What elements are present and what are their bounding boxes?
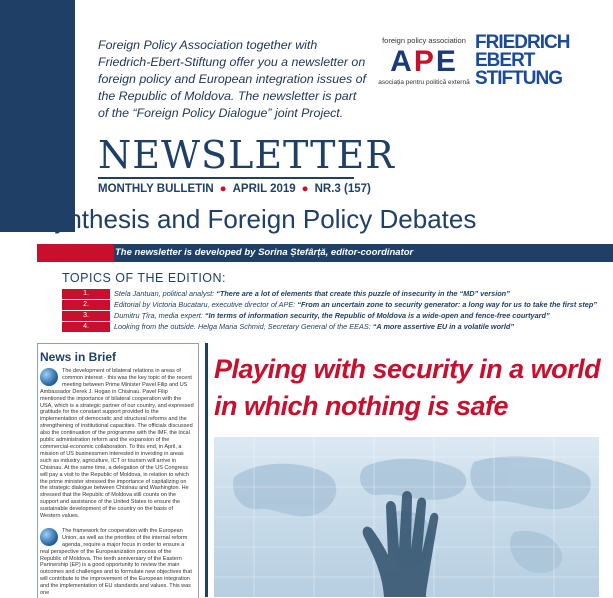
topic-author: Looking from the outside. Helga Maria Schmid, Secretary General of the EEAS: (114, 322, 373, 331)
topics-title: TOPICS OF THE EDITION: (62, 271, 227, 285)
fes-logo-line2: EBERT (475, 50, 535, 71)
ape-logo-letter-a: A (390, 45, 414, 78)
topic-quote: “From an uncertain zone to security generator: a long way for us to take the first step” (297, 300, 597, 309)
main-heading: Synthesis and Foreign Policy Debates (37, 204, 477, 234)
topic-number: 2. (62, 300, 110, 310)
topic-number: 4. (62, 322, 110, 332)
ape-logo-bottom-text: asociația pentru politică externă (378, 79, 470, 86)
topic-author: Editorial by Victoria Bucataru, executive director of APE: (114, 300, 298, 309)
topic-item[interactable] (62, 300, 602, 310)
news-brief-title: News in Brief (40, 350, 117, 364)
newsletter-title-rule (98, 177, 354, 179)
ape-logo-letter-e: E (435, 45, 458, 78)
fes-logo (475, 34, 573, 88)
issue-date: APRIL 2019 (232, 183, 296, 195)
newsletter-title: NEWSLETTER (98, 133, 395, 177)
header-blue-bar (0, 0, 75, 232)
ape-logo-top-text: foreign policy association (382, 36, 466, 45)
news-brief-column (37, 343, 199, 598)
topic-number: 3. (62, 311, 110, 321)
topic-quote: “There are a lot of elements that create this puzzle of insecurity in the “MD” version” (216, 289, 510, 298)
newsletter-meta (98, 183, 371, 195)
ape-logo-mark (378, 45, 470, 79)
meta-separator-dot: ● (301, 183, 309, 195)
topics-list (62, 289, 602, 333)
news-brief-text: The framework for cooperation with the European Union, as well as the priorities of the internal reform agenda, require a major focus in order to ensure a real perspective of the Europeanization process of the Republic of Moldova. The tenth anniversary of the Eastern Partnership (EP) is a good opportunity to review the main outcomes and challenges and to formulate new objectives that will contribute to the improvement of the European integration and the implementation of EU standards and values. This was one (40, 527, 192, 597)
column-divider (205, 343, 208, 597)
editor-bar (37, 244, 613, 262)
meta-separator-dot: ● (219, 183, 227, 195)
topic-author: Stela Jantuan, political analyst: (114, 289, 217, 298)
ape-logo (378, 36, 470, 106)
topic-item[interactable] (62, 311, 602, 321)
article-photo (214, 437, 599, 597)
editor-bar-accent (37, 244, 114, 262)
editor-line: The newsletter is developed by Sorina Ștefârță, editor-coordinator (115, 247, 414, 258)
globe-icon (40, 528, 58, 546)
news-brief-paragraph (40, 368, 194, 520)
fes-logo-line3: STIFTUNG (475, 68, 562, 89)
news-brief-paragraph (40, 528, 194, 597)
topic-author: Dumitru Țîra, media expert: (114, 311, 205, 320)
topic-quote: “A more assertive EU in a volatile world” (372, 322, 515, 331)
bulletin-label: MONTHLY BULLETIN (98, 183, 214, 195)
article-headline: Playing with security in a world in which nothing is safe (214, 354, 601, 421)
topic-number: 1. (62, 289, 110, 299)
intro-text: Foreign Policy Association together with Friedrich-Ebert-Stiftung offer you a newsletter on foreign policy and European integration issues of the Republic of Moldova. The newsletter is part of the “Foreign Policy Dialogue” joint Project. (98, 38, 366, 120)
topic-item[interactable] (62, 322, 602, 332)
issue-number: NR.3 (157) (314, 183, 371, 195)
ape-logo-letter-p: P (413, 45, 436, 78)
world-map-hand-illustration (214, 437, 599, 597)
news-brief-text: The development of bilateral relations in areas of common interest - this was the key topic of the recent meeting between Prime Minister Pavel Filip and US Ambassador Derek J. Hogan in Chisinau. Pavel Filip mentioned the importance of bilateral cooperation with the USA, which is a strategic partner of our country, and expressed gratitude for the constant support provided to the implementation of democratic and structural reforms and the strengthening of institutional capacities. The officials discussed also the continuation of the programme with the IMF, the local public administration reform and the expansion of the commercial-economic collaboration. To this end, in April, a mission of US businessmen interested in investing in areas such as industry, agriculture, ICT or tourism will arrive in Chisinau. At the same time, a delegation of the US Congress will pay a visit to the Republic of Moldova, in relation to which the prime minister stressed the importance of capitalizing on the strategic dialogue between Chisinau and Washington. He stressed that the Republic of Moldova still counts on the support and assistance of the United States to ensure the sustainable development of the country on the basis of Western values. (40, 368, 194, 520)
topic-item[interactable] (62, 289, 602, 299)
globe-icon (40, 368, 58, 386)
fes-logo-line1: FRIEDRICH (475, 32, 570, 53)
topic-quote: “In terms of information security, the Republic of Moldova is a wide-open and fence-free courtyard” (204, 311, 550, 320)
